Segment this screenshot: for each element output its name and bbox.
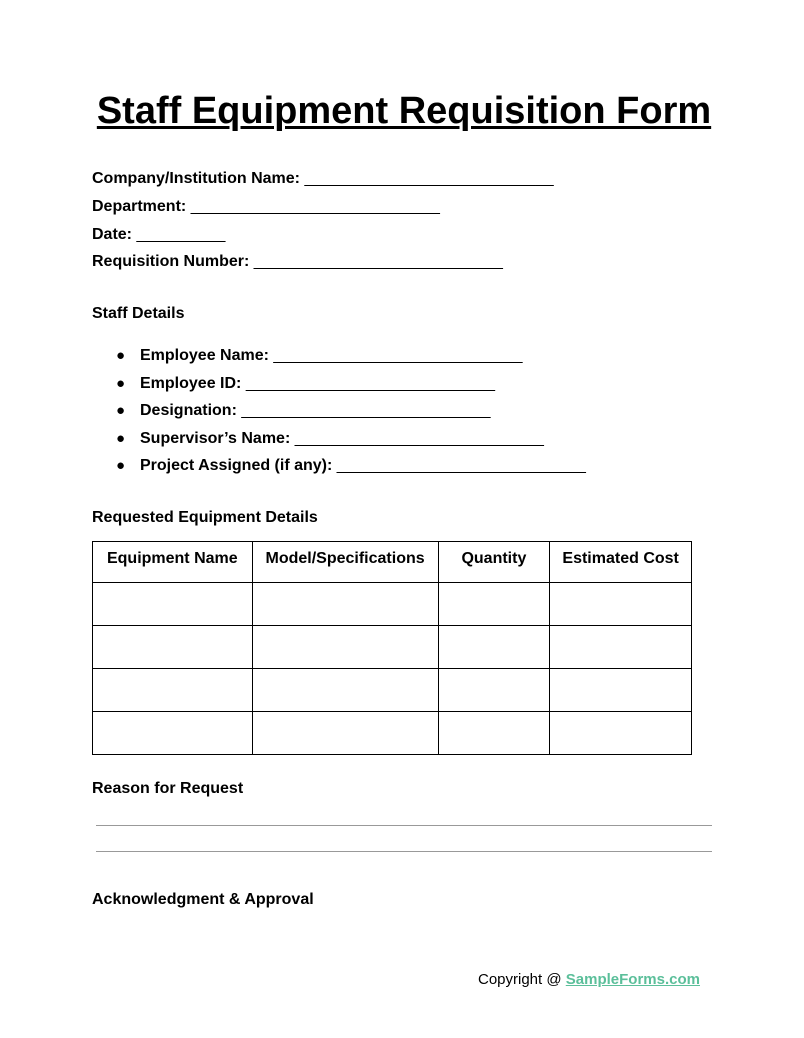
equipment-details-heading: Requested Equipment Details [92, 509, 318, 526]
list-item-employee-name [92, 346, 586, 374]
equipment-table [92, 541, 692, 755]
date-field [92, 225, 225, 245]
table-cell[interactable] [438, 669, 550, 712]
employee-id-blank[interactable]: ____________________________ [245, 374, 495, 392]
department-field [92, 197, 440, 217]
staff-details-heading: Staff Details [92, 305, 185, 322]
supervisor-name-blank[interactable]: ____________________________ [294, 429, 544, 447]
date-label: Date: [92, 226, 133, 243]
table-header-row [93, 542, 692, 583]
company-label: Company/Institution Name: [92, 170, 301, 187]
copyright-text: Copyright @ [478, 971, 566, 988]
supervisor-name-label: Supervisor’s Name: [140, 429, 291, 447]
table-cell[interactable] [93, 626, 253, 669]
bullet-icon: ● [116, 347, 126, 364]
table-cell[interactable] [252, 583, 438, 626]
sampleforms-link[interactable]: SampleForms.com [565, 971, 700, 988]
employee-name-label: Employee Name: [140, 347, 269, 364]
requisition-number-field [92, 252, 503, 272]
table-cell[interactable] [550, 669, 692, 712]
list-item-supervisor-name [92, 429, 586, 457]
company-field [92, 169, 554, 189]
column-header-quantity: Quantity [438, 542, 550, 583]
requisition-number-blank[interactable]: ____________________________ [253, 253, 503, 270]
list-item-designation [92, 401, 586, 429]
table-cell[interactable] [252, 669, 438, 712]
table-row [93, 626, 692, 669]
department-label: Department: [92, 198, 187, 215]
bullet-icon: ● [116, 429, 126, 447]
staff-details-list [92, 346, 586, 484]
requisition-number-label: Requisition Number: [92, 253, 250, 270]
company-blank[interactable]: ____________________________ [304, 170, 554, 187]
employee-id-label: Employee ID: [140, 374, 242, 392]
table-cell[interactable] [252, 712, 438, 755]
table-cell[interactable] [550, 712, 692, 755]
column-header-equipment-name: Equipment Name [93, 542, 253, 583]
table-row [93, 712, 692, 755]
list-item-project-assigned [92, 456, 586, 484]
table-row [93, 669, 692, 712]
page-title: Staff Equipment Requisition Form [96, 90, 712, 132]
department-blank[interactable]: ____________________________ [190, 198, 440, 215]
designation-label: Designation: [140, 402, 237, 419]
table-cell[interactable] [438, 583, 550, 626]
bullet-icon: ● [116, 402, 126, 419]
table-cell[interactable] [550, 583, 692, 626]
reason-write-line[interactable] [96, 851, 712, 852]
acknowledgment-heading: Acknowledgment & Approval [92, 891, 314, 908]
column-header-estimated-cost: Estimated Cost [550, 542, 692, 583]
table-cell[interactable] [93, 669, 253, 712]
table-cell[interactable] [93, 712, 253, 755]
designation-blank[interactable]: ____________________________ [241, 402, 491, 419]
bullet-icon: ● [116, 374, 126, 392]
table-row [93, 583, 692, 626]
project-assigned-label: Project Assigned (if any): [140, 457, 333, 474]
footer-copyright [478, 970, 700, 990]
reason-write-line[interactable] [96, 825, 712, 826]
bullet-icon: ● [116, 457, 126, 474]
table-cell[interactable] [252, 626, 438, 669]
reason-heading: Reason for Request [92, 780, 244, 797]
column-header-model-specifications: Model/Specifications [252, 542, 438, 583]
date-blank[interactable]: __________ [136, 226, 226, 243]
table-cell[interactable] [438, 626, 550, 669]
table-cell[interactable] [438, 712, 550, 755]
employee-name-blank[interactable]: ____________________________ [273, 347, 523, 364]
table-cell[interactable] [93, 583, 253, 626]
table-cell[interactable] [550, 626, 692, 669]
list-item-employee-id [92, 374, 586, 402]
project-assigned-blank[interactable]: ____________________________ [336, 457, 586, 474]
